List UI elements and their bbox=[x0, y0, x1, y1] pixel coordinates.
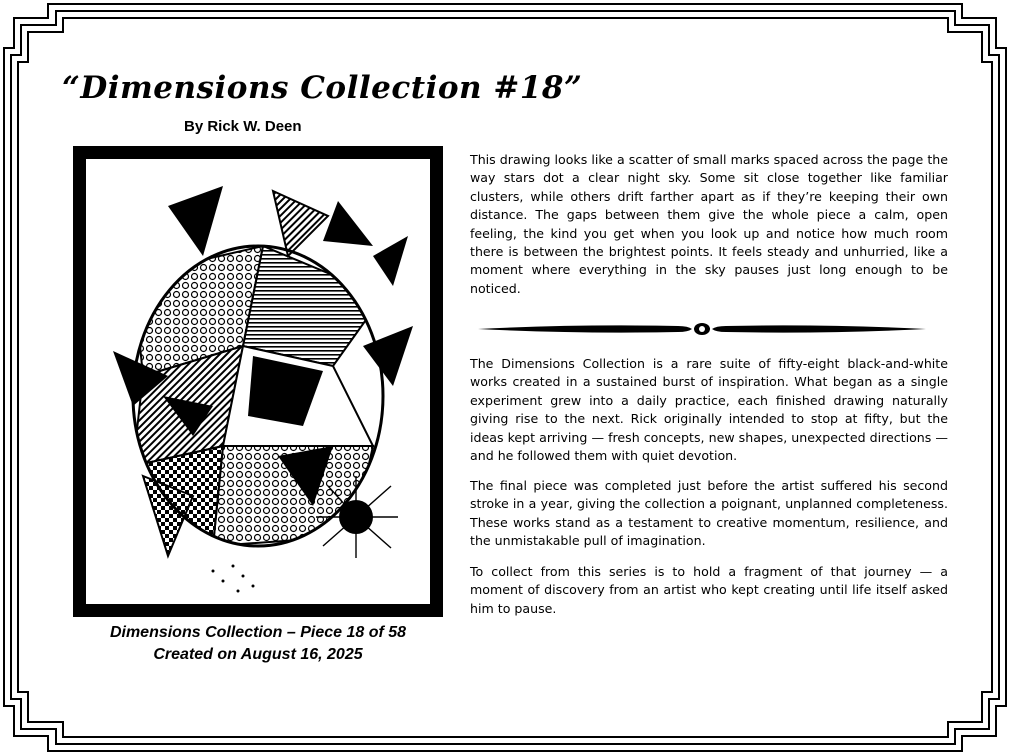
caption-created-date: Created on August 16, 2025 bbox=[153, 646, 363, 663]
page-title: “Dimensions Collection #18” bbox=[62, 70, 583, 106]
artwork-image bbox=[73, 146, 443, 617]
final-piece-paragraph: The final piece was completed just before the artist suffered his second stroke in a year, giving the collection a poignant, unplanned completeness. These works stand as a testament to creative momentum, resilience, and the unmistakable pull of imagination. bbox=[470, 478, 948, 549]
artist-byline: By Rick W. Deen bbox=[184, 118, 302, 135]
description-paragraph: This drawing looks like a scatter of small marks spaced across the page the way stars dot a clear night sky. Some sit close together like familiar clusters, while others drift farther apart as if they’re keeping their own distance. The gaps between them give the whole piece a calm, open feeling, the kind you get when you look up and notice how much room there is between the brightest points. It feels steady and unhurried, like a moment where everything in the sky pauses just long enough to be noticed. bbox=[470, 152, 948, 296]
caption-piece-number: Dimensions Collection – Piece 18 of 58 bbox=[109, 624, 407, 641]
collection-paragraph: The Dimensions Collection is a rare suite of fifty-eight black-and-white works created in a sustained burst of inspiration. What began as a single experiment grew into a daily practice, each finished drawing naturally giving rise to the next. Rick originally intended to stop at fifty, but the ideas kept arriving — fresh concepts, new shapes, unexpected directions — and he followed them with quiet devotion. bbox=[470, 356, 948, 464]
ornamental-divider bbox=[478, 318, 926, 340]
collect-paragraph: To collect from this series is to hold a fragment of that journey — a moment of discovery from an artist who kept creating until life itself asked him to pause. bbox=[470, 564, 948, 616]
